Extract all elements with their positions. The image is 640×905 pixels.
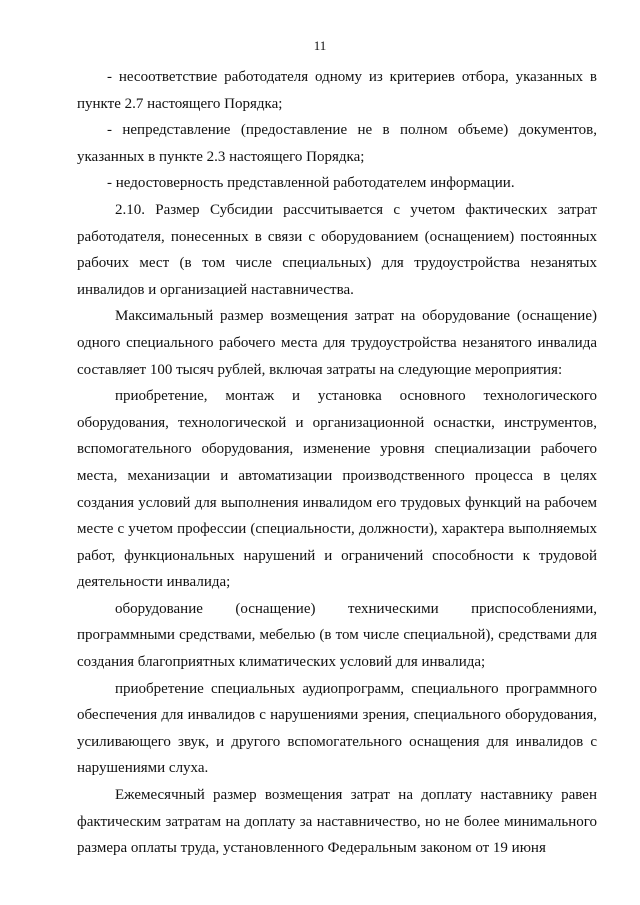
paragraph-equipment-purchase: приобретение, монтаж и установка основного технологического оборудования, технологической и организационной оснастки, инструментов, вспомогательного оборудования, изменение уровня специализации рабочего места, механизации и автоматизации производственного процесса в целях создания условий для выполнения инвалидом его трудовых функций на рабочем месте с учетом профессии (специальности, должности), характера выполняемых работ, функциональных нарушений и ограничений способности к трудовой деятельности инвалида; — [77, 388, 597, 591]
paragraph-max-reimbursement: Максимальный размер возмещения затрат на оборудование (оснащение) одного специального рабочего места для трудоустройства незанятого инвалида составляет 100 тысяч рублей, включая затраты на следующие мероприятия: — [77, 308, 597, 378]
paragraph-audio-software: приобретение специальных аудиопрограмм, специального программного обеспечения для инвалидов с нарушениями зрения, специального оборудования, усиливающего звук, и другого вспомогательного оснащения для инвалидов с нарушениями слуха. — [77, 680, 597, 777]
paragraph-bullet-documents-missing: - непредставление (предоставление не в полном объеме) документов, указанных в пункте 2.3 настоящего Порядка; — [77, 122, 597, 165]
paragraph-mentor-payment: Ежемесячный размер возмещения затрат на доплату наставнику равен фактическим затратам на доплату за наставничество, но не более минимального размера оплаты труда, установленного Федеральным законом от 19 июня — [77, 787, 597, 857]
page-number: 11 — [313, 38, 327, 53]
paragraph-bullet-criteria-mismatch: - несоответствие работодателя одному из критериев отбора, указанных в пункте 2.7 настоящего Порядка; — [77, 69, 597, 112]
paragraph-section-2-10: 2.10. Размер Субсидии рассчитывается с учетом фактических затрат работодателя, понесенных в связи с оборудованием (оснащением) постоянных рабочих мест (в том числе специальных) для трудоустройства незанятых инвалидов и организацией наставничества. — [77, 201, 597, 298]
paragraph-technical-equipment: оборудование (оснащение) техническими приспособлениями, программными средствами, мебелью (в том числе специальной), средствами для создания благоприятных климатических условий для инвалида; — [77, 600, 597, 671]
paragraph-bullet-unreliable-info: - недостоверность представленной работодателем информации. — [107, 175, 515, 192]
document-body — [77, 64, 597, 862]
